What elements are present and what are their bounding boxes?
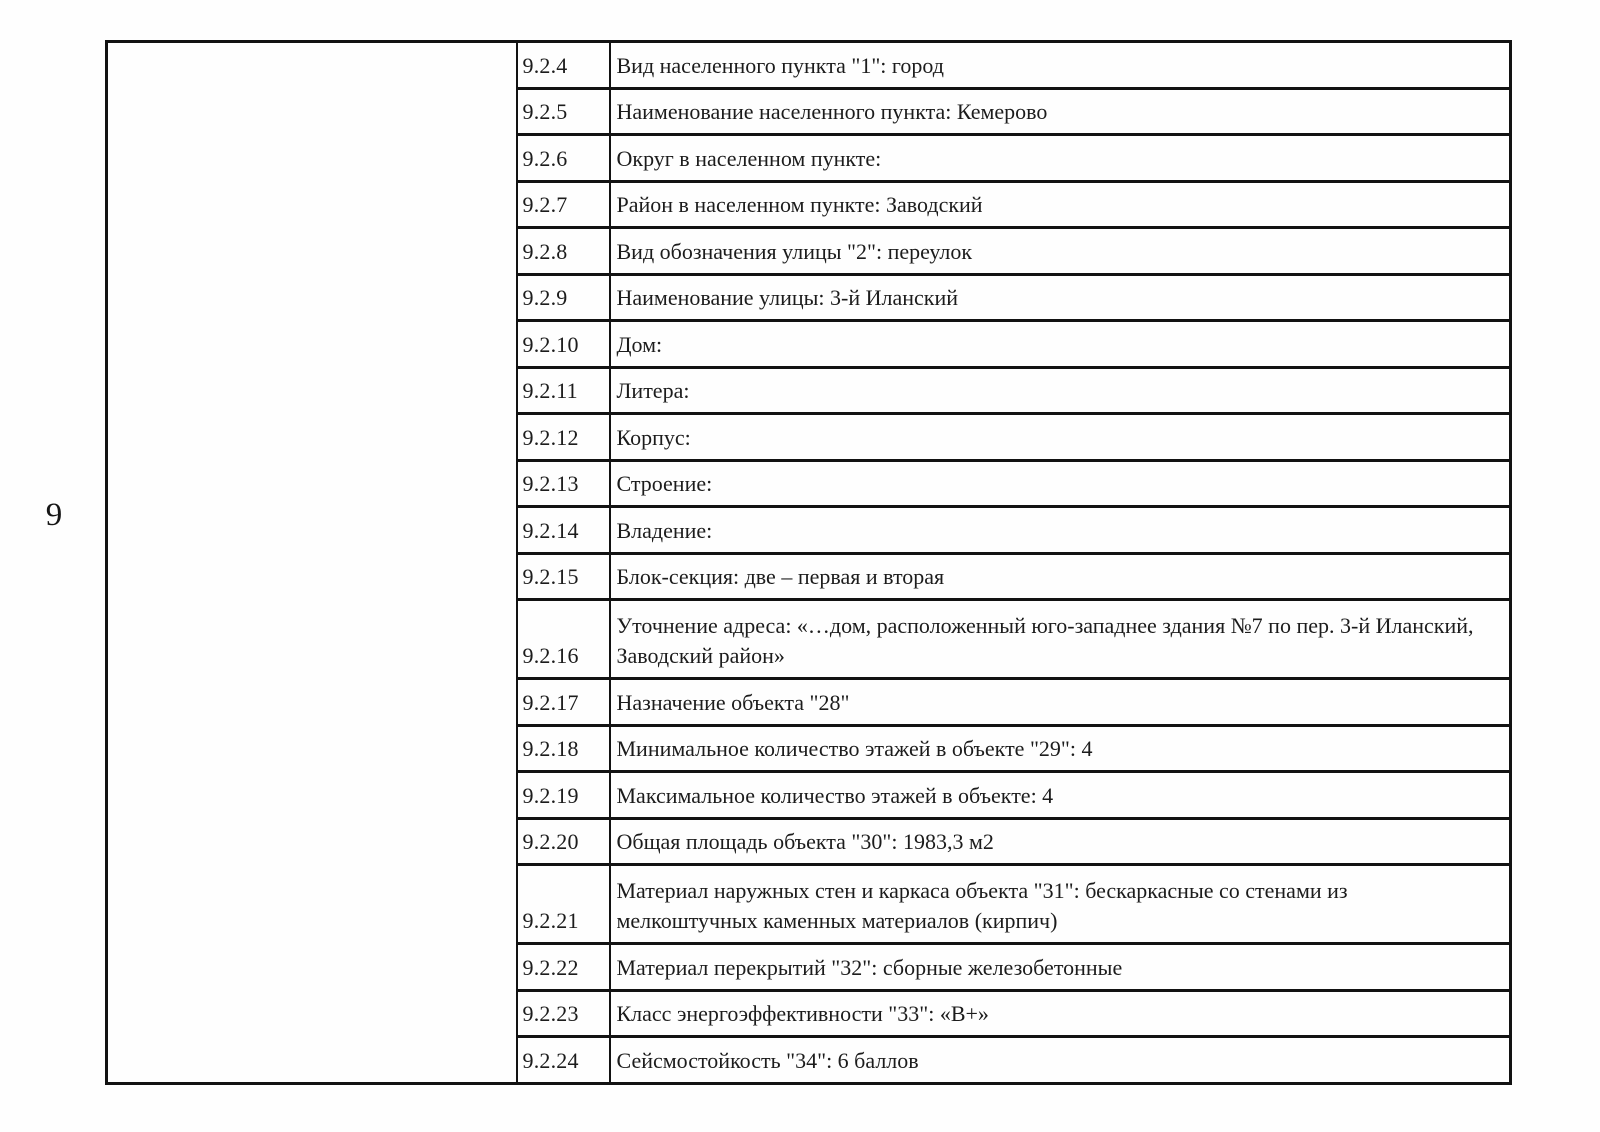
row-number: 9.2.15 — [517, 553, 610, 600]
row-text-line: Район в населенном пункте: Заводский — [616, 192, 983, 217]
row-text-line: Блок-секция: две – первая и вторая — [616, 564, 945, 589]
row-number: 9.2.7 — [517, 181, 610, 228]
row-text — [610, 725, 1511, 772]
row-text — [610, 228, 1511, 275]
page-number: 9 — [45, 497, 63, 533]
row-number: 9.2.10 — [517, 321, 610, 368]
row-number: 9.2.14 — [517, 507, 610, 554]
row-text — [610, 88, 1511, 135]
row-text — [610, 414, 1511, 461]
row-text-line: Округ в населенном пункте: — [616, 145, 882, 171]
row-number: 9.2.4 — [517, 42, 610, 89]
row-text-line: Дом: — [616, 331, 663, 357]
row-text-line: Заводский район» — [616, 643, 785, 668]
row-text-line: Класс энергоэффективности "33": «В+» — [616, 1001, 989, 1026]
row-text-line: Литера: — [616, 378, 690, 403]
row-number: 9.2.23 — [517, 990, 610, 1037]
row-number: 9.2.11 — [517, 367, 610, 414]
row-number: 9.2.17 — [517, 679, 610, 726]
row-number: 9.2.5 — [517, 88, 610, 135]
row-number: 9.2.12 — [517, 414, 610, 461]
row-text-line: Максимальное количество этажей в объекте: 4 — [616, 782, 1054, 808]
left-empty-cell — [107, 42, 517, 1084]
row-number: 9.2.24 — [517, 1037, 610, 1084]
row-number: 9.2.21 — [517, 865, 610, 944]
property-attributes-table — [105, 40, 1512, 1085]
row-number: 9.2.8 — [517, 228, 610, 275]
row-text — [610, 944, 1511, 991]
row-number: 9.2.19 — [517, 772, 610, 819]
row-number: 9.2.13 — [517, 460, 610, 507]
row-text — [610, 135, 1511, 182]
row-number: 9.2.18 — [517, 725, 610, 772]
row-text — [610, 181, 1511, 228]
row-text-line: Минимальное количество этажей в объекте "29": 4 — [616, 736, 1093, 761]
row-text-line: Владение: — [616, 517, 713, 543]
row-number: 9.2.6 — [517, 135, 610, 182]
row-number: 9.2.22 — [517, 944, 610, 991]
row-text — [610, 679, 1511, 726]
row-number: 9.2.9 — [517, 274, 610, 321]
row-text-line: Общая площадь объекта "30": 1983,3 м2 — [616, 829, 994, 854]
row-text-line: Материал наружных стен и каркаса объекта "31": бескаркасные со стенами из — [616, 878, 1348, 903]
row-text — [610, 42, 1511, 89]
row-text-line: мелкоштучных каменных материалов (кирпич) — [616, 908, 1058, 933]
row-number: 9.2.16 — [517, 600, 610, 679]
row-text-line: Материал перекрытий "32": сборные железобетонные — [616, 954, 1123, 980]
row-text-line: Строение: — [616, 471, 713, 496]
table-row — [107, 42, 1511, 89]
row-text — [610, 865, 1511, 944]
row-text — [610, 367, 1511, 414]
row-text-line: Наименование улицы: 3-й Иланский — [616, 285, 959, 310]
row-text — [610, 1037, 1511, 1084]
row-text — [610, 990, 1511, 1037]
row-text — [610, 600, 1511, 679]
row-text-line: Корпус: — [616, 424, 691, 450]
row-text-line: Уточнение адреса: «…дом, расположенный юго-западнее здания №7 по пер. 3-й Иланский, — [616, 613, 1474, 638]
row-text — [610, 818, 1511, 865]
row-text-line: Наименование населенного пункта: Кемерово — [616, 99, 1048, 124]
row-text-line: Вид обозначения улицы "2": переулок — [616, 238, 973, 264]
row-text — [610, 274, 1511, 321]
row-text — [610, 553, 1511, 600]
row-text — [610, 321, 1511, 368]
row-text — [610, 507, 1511, 554]
row-number: 9.2.20 — [517, 818, 610, 865]
row-text-line: Вид населенного пункта "1": город — [616, 52, 944, 78]
row-text-line: Назначение объекта "28" — [616, 689, 850, 715]
row-text — [610, 460, 1511, 507]
row-text-line: Сейсмостойкость "34": 6 баллов — [616, 1047, 919, 1073]
row-text — [610, 772, 1511, 819]
